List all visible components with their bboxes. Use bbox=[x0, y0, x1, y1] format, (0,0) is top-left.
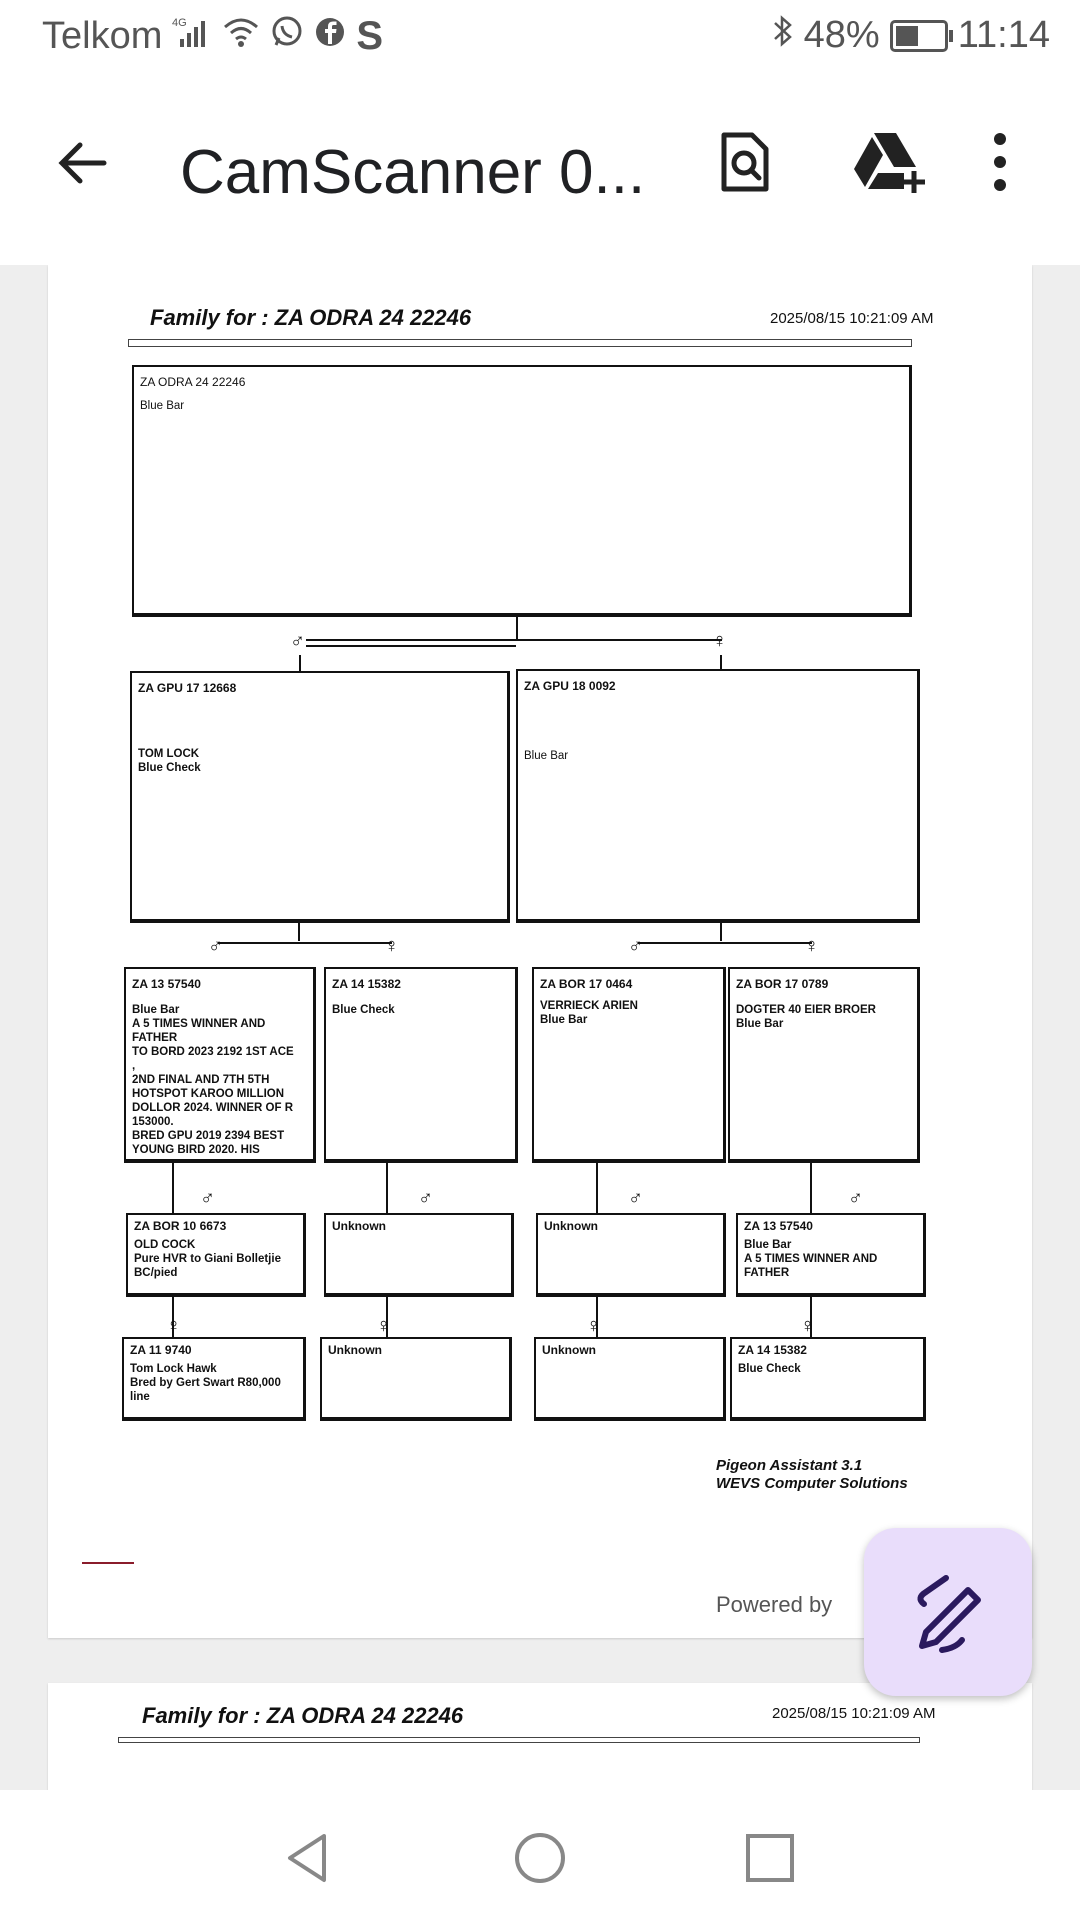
nav-back-icon[interactable] bbox=[280, 1830, 336, 1886]
male-symbol: ♂ bbox=[290, 630, 305, 652]
connector bbox=[638, 942, 812, 944]
gen4-male-box-1 bbox=[126, 1213, 306, 1297]
female-symbol: ♀ bbox=[376, 1315, 391, 1337]
connector bbox=[386, 1163, 388, 1213]
gen3-ring: ZA 14 15382 bbox=[332, 977, 401, 991]
gen4-female-box-2 bbox=[320, 1337, 512, 1421]
wifi-icon bbox=[222, 15, 260, 58]
dam-text: Blue Bar bbox=[524, 750, 569, 762]
gen4-ring: ZA 11 9740 bbox=[130, 1343, 192, 1357]
female-symbol: ♀ bbox=[586, 1315, 601, 1337]
edit-fab[interactable] bbox=[864, 1528, 1032, 1696]
gen4-ring: Unknown bbox=[542, 1343, 596, 1357]
gen3-text: Blue Check bbox=[332, 1004, 395, 1016]
gen3-text: VERRIECK ARIEN Blue Bar bbox=[540, 1000, 638, 1026]
dam-box bbox=[516, 669, 920, 923]
gen3-box-3 bbox=[532, 967, 726, 1163]
battery-percent: 48% bbox=[803, 14, 880, 56]
connector bbox=[516, 617, 518, 639]
gen3-text: Blue Bar A 5 TIMES WINNER AND FATHER TO BORD 2023 2192 1ST ACE , 2ND FINAL AND 7TH 5TH HOTSPOT KAROO MILLION DOLLOR 2024. WINNER OF R 153000. BRED GPU 2019 2394 BEST YOUNG BIRD 2020. HIS bbox=[132, 1004, 294, 1156]
pedigree-date: 2025/08/15 10:21:09 AM bbox=[770, 310, 934, 327]
status-right bbox=[772, 14, 1050, 57]
google-drive-add-icon[interactable] bbox=[852, 127, 922, 197]
more-vert-icon[interactable] bbox=[980, 127, 1020, 197]
carrier-label: Telkom bbox=[42, 15, 163, 57]
male-symbol: ♂ bbox=[200, 1187, 215, 1209]
battery-icon bbox=[890, 20, 948, 52]
app-bar bbox=[0, 75, 1080, 266]
connector bbox=[720, 923, 722, 941]
gen4-female-box-4 bbox=[730, 1337, 926, 1421]
gen3-box-1 bbox=[124, 967, 316, 1163]
sire-ring: ZA GPU 17 12668 bbox=[138, 681, 237, 695]
nav-recents-icon[interactable] bbox=[742, 1830, 798, 1886]
software-line-2: WEVS Computer Solutions bbox=[716, 1475, 908, 1492]
edit-pen-icon bbox=[864, 1528, 1032, 1696]
sire-box bbox=[130, 671, 510, 923]
gen4-ring: Unknown bbox=[332, 1219, 386, 1233]
female-symbol: ♀ bbox=[384, 935, 399, 957]
svg-text:4G: 4G bbox=[172, 17, 188, 29]
sire-text: TOM LOCK Blue Check bbox=[138, 748, 201, 774]
subject-ring: ZA ODRA 24 22246 bbox=[140, 375, 246, 389]
nav-home-icon[interactable] bbox=[512, 1830, 568, 1886]
connector bbox=[299, 655, 301, 671]
bluetooth-icon bbox=[772, 14, 794, 57]
gen4-female-box-1 bbox=[122, 1337, 306, 1421]
gen4-ring: Unknown bbox=[328, 1343, 382, 1357]
connector bbox=[720, 655, 722, 669]
connector bbox=[218, 942, 392, 944]
connector bbox=[306, 639, 722, 641]
powered-by-label: Powered by bbox=[716, 1592, 833, 1617]
gen4-male-box-2 bbox=[324, 1213, 514, 1297]
female-symbol: ♀ bbox=[804, 935, 819, 957]
pedigree-date: 2025/08/15 10:21:09 AM bbox=[772, 1705, 936, 1722]
connector bbox=[298, 923, 300, 941]
title-rule bbox=[118, 1737, 920, 1743]
connector bbox=[810, 1163, 812, 1213]
male-symbol: ♂ bbox=[848, 1187, 863, 1209]
gen4-text: Blue Bar A 5 TIMES WINNER AND FATHER bbox=[744, 1239, 878, 1279]
facebook-icon bbox=[314, 16, 346, 57]
scan-edge bbox=[82, 1562, 134, 1564]
gen4-ring: Unknown bbox=[544, 1219, 598, 1233]
title-rule bbox=[128, 339, 912, 347]
connector bbox=[306, 645, 516, 647]
gen3-ring: ZA BOR 17 0789 bbox=[736, 977, 829, 991]
connector bbox=[596, 1163, 598, 1213]
gen3-text: DOGTER 40 EIER BROER Blue Bar bbox=[736, 1004, 876, 1030]
dam-ring: ZA GPU 18 0092 bbox=[524, 679, 616, 693]
gen3-box-2 bbox=[324, 967, 518, 1163]
pedigree-title: Family for : ZA ODRA 24 22246 bbox=[150, 305, 472, 330]
male-symbol: ♂ bbox=[628, 935, 643, 957]
gen4-ring: ZA 14 15382 bbox=[738, 1343, 807, 1357]
gen4-text: OLD COCK Pure HVR to Giani Bolletjie BC/pied bbox=[134, 1239, 281, 1279]
gen3-ring: ZA BOR 17 0464 bbox=[540, 977, 633, 991]
document-page-1 bbox=[48, 265, 1032, 1638]
pedigree-title: Family for : ZA ODRA 24 22246 bbox=[142, 1703, 464, 1728]
status-left bbox=[42, 14, 383, 59]
whatsapp-icon bbox=[270, 15, 304, 58]
gen4-male-box-3 bbox=[536, 1213, 726, 1297]
search-document-icon[interactable] bbox=[710, 127, 780, 197]
gen3-ring: ZA 13 57540 bbox=[132, 977, 201, 991]
female-symbol: ♀ bbox=[800, 1315, 815, 1337]
gen4-female-box-3 bbox=[534, 1337, 726, 1421]
back-arrow-icon[interactable] bbox=[52, 133, 112, 193]
gen3-box-4 bbox=[728, 967, 920, 1163]
gen4-text: Tom Lock Hawk Bred by Gert Swart R80,000 line bbox=[130, 1363, 281, 1403]
s-icon: S bbox=[356, 14, 384, 58]
document-title: CamScanner 0... bbox=[180, 138, 646, 207]
gen4-male-box-4 bbox=[736, 1213, 926, 1297]
gen4-ring: ZA BOR 10 6673 bbox=[134, 1219, 227, 1233]
document-page-2 bbox=[48, 1683, 1032, 1790]
signal-icon bbox=[172, 15, 212, 58]
navigation-bar bbox=[0, 1790, 1080, 1920]
status-bar bbox=[0, 0, 1080, 75]
male-symbol: ♂ bbox=[208, 935, 223, 957]
gen4-text: Blue Check bbox=[738, 1363, 801, 1375]
software-credit bbox=[716, 1457, 908, 1493]
connector bbox=[172, 1163, 174, 1213]
subject-text: Blue Bar bbox=[140, 400, 185, 412]
male-symbol: ♂ bbox=[418, 1187, 433, 1209]
gen4-ring: ZA 13 57540 bbox=[744, 1219, 813, 1233]
software-line-1: Pigeon Assistant 3.1 bbox=[716, 1457, 863, 1474]
subject-box bbox=[132, 365, 912, 617]
male-symbol: ♂ bbox=[628, 1187, 643, 1209]
female-symbol: ♀ bbox=[712, 630, 727, 652]
female-symbol: ♀ bbox=[166, 1315, 181, 1337]
clock: 11:14 bbox=[957, 14, 1050, 56]
